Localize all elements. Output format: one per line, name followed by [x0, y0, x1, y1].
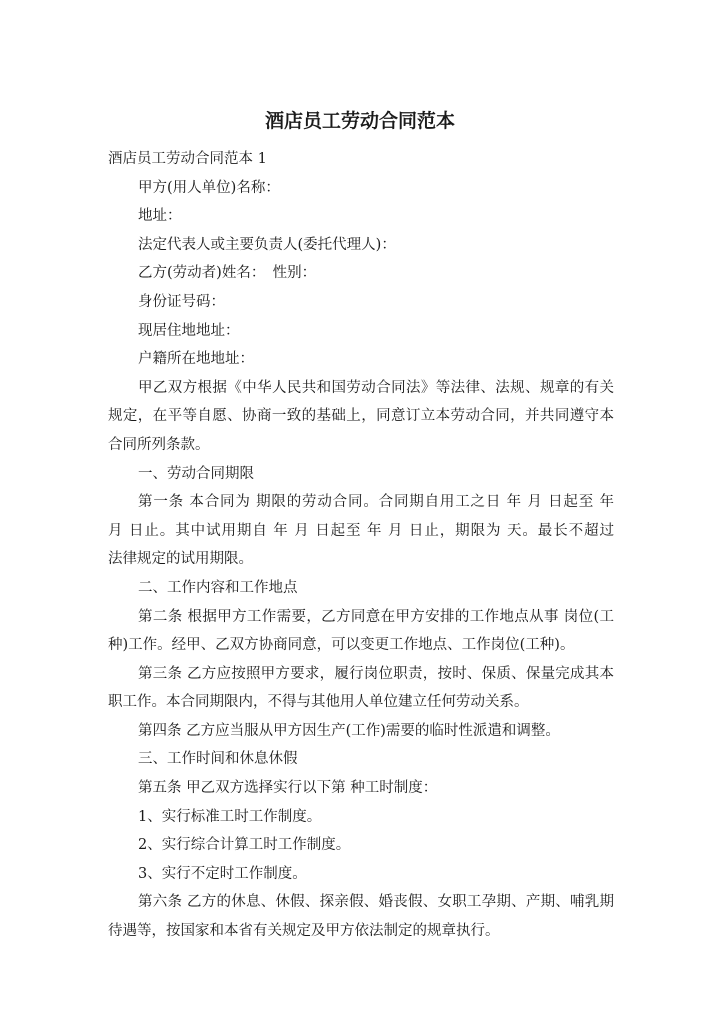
document-body: [108, 145, 614, 946]
preamble-line: 合同所列条款。: [108, 436, 210, 453]
article-line: 第四条 乙方应当服从甲方因生产(工作)需要的临时性派遣和调整。: [138, 722, 560, 739]
article-line: 月 日止。其中试用期自 年 月 日起至 年 月 日止，期限为 天。最长不超过: [108, 522, 614, 539]
document-title: 酒店员工劳动合同范本: [264, 110, 455, 132]
article-line: 第五条 甲乙双方选择实行以下第 种工时制度：: [138, 780, 438, 797]
party-b-name-gender: 乙方(劳动者)姓名： 性别：: [138, 265, 317, 282]
id-number: 身份证号码：: [138, 293, 225, 310]
article-line: 第二条 根据甲方工作需要，乙方同意在甲方安排的工作地点从事 岗位(工: [138, 608, 614, 625]
article-line: 职工作。本合同期限内，不得与其他用人单位建立任何劳动关系。: [108, 694, 529, 711]
party-a-name: 甲方(用人单位)名称：: [138, 179, 280, 196]
article-line: 待遇等，按国家和本省有关规定及甲方依法制定的规章执行。: [108, 923, 500, 940]
party-a-address: 地址：: [138, 208, 182, 225]
article-line: 法律规定的试用期限。: [108, 551, 253, 568]
subtitle-line: 酒店员工劳动合同范本 1: [108, 151, 267, 167]
article-line: 第六条 乙方的休息、休假、探亲假、婚丧假、女职工孕期、产期、哺乳期: [138, 894, 614, 911]
household-address: 户籍所在地地址：: [138, 351, 254, 368]
list-item: 3、实行不定时工作制度。: [138, 865, 307, 882]
current-address: 现居住地地址：: [138, 322, 240, 339]
legal-representative: 法定代表人或主要负责人(委托代理人)：: [138, 236, 396, 253]
article-line: 第三条 乙方应按照甲方要求，履行岗位职责，按时、保质、保量完成其本: [138, 665, 614, 682]
preamble-line: 规定，在平等自愿、协商一致的基础上，同意订立本劳动合同，并共同遵守本: [108, 408, 614, 425]
section-heading: 三、工作时间和休息休假: [138, 751, 298, 768]
preamble-line: 甲乙双方根据《中华人民共和国劳动合同法》等法律、法规、规章的有关: [138, 379, 614, 396]
article-line: 种)工作。经甲、乙双方协商同意，可以变更工作地点、工作岗位(工种)。: [108, 637, 575, 654]
article-line: 第一条 本合同为 期限的劳动合同。合同期自用工之日 年 月 日起至 年: [138, 494, 614, 511]
list-item: 1、实行标准工时工作制度。: [138, 808, 322, 825]
section-heading: 二、工作内容和工作地点: [138, 579, 298, 596]
list-item: 2、实行综合计算工时工作制度。: [138, 837, 351, 854]
section-heading: 一、劳动合同期限: [138, 465, 254, 482]
